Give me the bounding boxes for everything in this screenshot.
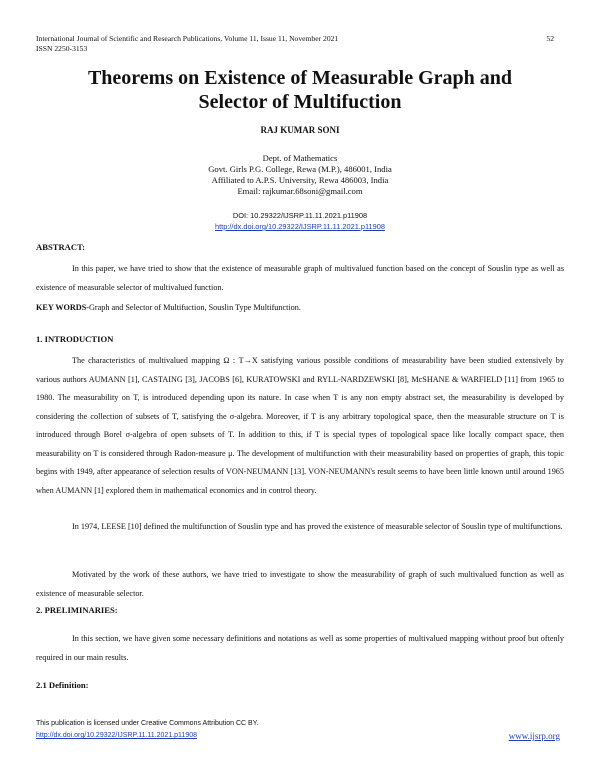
paper-title [30,66,570,114]
affiliation-email: Email: rajkumar.68soni@gmail.com [237,186,363,196]
intro-heading: 1. INTRODUCTION [36,334,114,344]
doi-link[interactable]: http://dx.doi.org/10.29322/IJSRP.11.11.2021.p11908 [215,222,385,231]
footer-license [36,718,258,742]
title-line-1: Theorems on Existence of Measurable Graph and [87,67,513,89]
footer-doi-link[interactable]: http://dx.doi.org/10.29322/IJSRP.11.11.2021.p11908 [36,732,197,739]
affiliation-dept: Dept. of Mathematics [262,153,338,163]
running-header [36,34,338,53]
author-name: RAJ KUMAR SONI [260,125,340,135]
prelim-heading: 2. PRELIMINARIES: [36,605,118,615]
journal-name: International Journal of Scientific and Research Publications, Volume 11, Issue 11, November 2021 [36,34,339,43]
page-number: 52 [546,34,554,43]
affiliation-university: Affiliated to A.P.S. University, Rewa 486003, India [211,175,389,185]
abstract-text: In this paper, we have tried to show that the existence of measurable graph of multivalued function based on the concept of Souslin type as well as existence of measurable selector of multivalued function. [36,264,564,292]
keywords [36,303,301,312]
title-line-2: Selector of Multifuction [198,91,402,113]
abstract-heading: ABSTRACT: [36,242,86,252]
journal-website-link[interactable]: www.ijsrp.org [508,731,560,741]
keywords-label: KEY WORDS- [36,303,89,312]
intro-paragraph-1: The characteristics of multivalued mapping Ω : T→X satisfying various possible conditions of measurability have been studied extensively by various authors AUMANN [1], CASTAING [3], JACOBS [6], KURATOWSKI and RYLL-NARDZEWSKI [8], McSHANE & WARFIELD [11] from 1965 to 1980. The measurability on T, is introduced depending upon its nature. In case when T is any non empty abstract set, the measurability is developed by considering the collection of subsets of T, satisfying the σ-algebra. Moreover, if T is any arbitrary topological space, then the measurable structure on T is introduced through Borel σ-algebra of open subsets of T. In addition to this, if T is special types of topological space like locally compact space, then measurability on T is considered through Radon-measure μ. The development of multifunction with their measurability based on properties of graph, this topic begins with 1949, after appearance of selection results of VON-NEUMANN [13]. VON-NEUMANN's result seems to have been little known until around 1965 when AUMANN [1] explored them in mathematical economics and in control theory. [36,356,564,495]
intro-paragraph-3: Motivated by the work of these authors, we have tried to investigate to show the measurability of graph of such multivalued function as well as existence of measurable selector. [36,570,564,598]
affiliation-college: Govt. Girls P.G. College, Rewa (M.P.), 486001, India [208,164,392,174]
license-text: This publication is licensed under Creative Commons Attribution CC BY. [36,720,259,727]
prelim-paragraph: In this section, we have given some necessary definitions and notations as well as some properties of multivalued mapping without proof but oftenly required in our main results. [36,634,564,662]
definition-heading: 2.1 Definition: [36,680,89,690]
issn: ISSN 2250-3153 [36,43,88,53]
doi-block [0,210,600,232]
keywords-text: Graph and Selector of Multifuction, Souslin Type Multifunction. [89,303,301,312]
affiliation [0,153,600,197]
intro-paragraph-2: In 1974, LEESE [10] defined the multifunction of Souslin type and has proved the existence of measurable selector of Souslin type of multifunctions. [72,522,563,531]
doi-text: DOI: 10.29322/IJSRP.11.11.2021.p11908 [232,211,368,220]
